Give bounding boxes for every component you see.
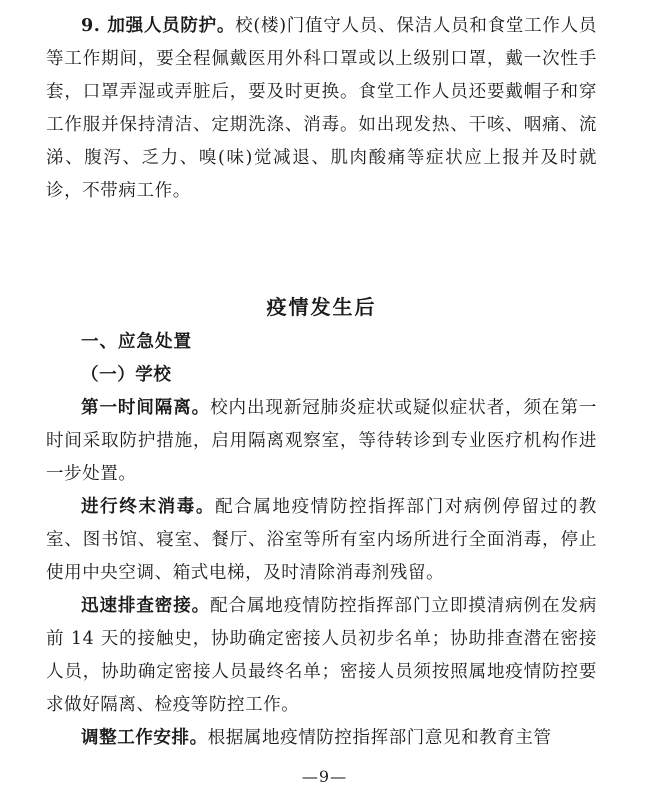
paragraph-lead: 第一时间隔离。 <box>81 398 211 418</box>
paragraph-body: 根据属地疫情防控指挥部门意见和教育主管 <box>207 728 552 748</box>
paragraph-lead: 9. 加强人员防护。 <box>81 16 236 36</box>
paragraph-isolation <box>46 392 597 491</box>
paragraph-lead: 进行终末消毒。 <box>81 497 216 517</box>
paragraph-body: 配合属地疫情防控指挥部门对病例停留过的教室、图书馆、寝室、餐厅、浴室等所有室内场所进行全面消毒，停止使用中央空调、箱式电梯，及时清除消毒剂残留。 <box>46 497 598 583</box>
paragraph-body: 校(楼)门值守人员、保洁人员和食堂工作人员等工作期间，要全程佩戴医用外科口罩或以上级别口罩，戴一次性手套，口罩弄湿或弄脏后，要及时更换。食堂工作人员还要戴帽子和穿工作服并保持清洁、定期洗涤、消毒。如出现发热、干咳、咽痛、流涕、腹泻、乏力、嗅(味)觉减退、肌肉酸痛等症状应上报并及时就诊，不带病工作。 <box>46 16 597 201</box>
paragraph-personal-protection <box>46 10 597 208</box>
sub-heading-school: （一）学校 <box>81 365 172 385</box>
sub-heading-emergency-response: 一、应急处置 <box>81 332 192 352</box>
paragraph-body: 配合属地疫情防控指挥部门立即摸清病例在发病前 14 天的接触史，协助确定密接人员初步名单；协助排查潜在密接人员，协助确定密接人员最终名单；密接人员须按照属地疫情防控要求做好隔离、检疫等防控工作。 <box>46 596 597 715</box>
section-title: 疫情发生后 <box>266 295 377 319</box>
paragraph-body: 校内出现新冠肺炎症状或疑似症状者，须在第一时间采取防护措施，启用隔离观察室，等待转诊到专业医疗机构作进一步处置。 <box>46 398 597 484</box>
paragraph-lead: 调整工作安排。 <box>81 728 208 748</box>
paragraph-contact-tracing <box>46 590 597 722</box>
section-spacer <box>46 208 597 286</box>
page-number: —9— <box>301 767 348 786</box>
paragraph-work-arrangement <box>46 722 597 755</box>
paragraph-disinfection <box>46 491 597 590</box>
paragraph-lead: 迅速排查密接。 <box>81 596 211 616</box>
